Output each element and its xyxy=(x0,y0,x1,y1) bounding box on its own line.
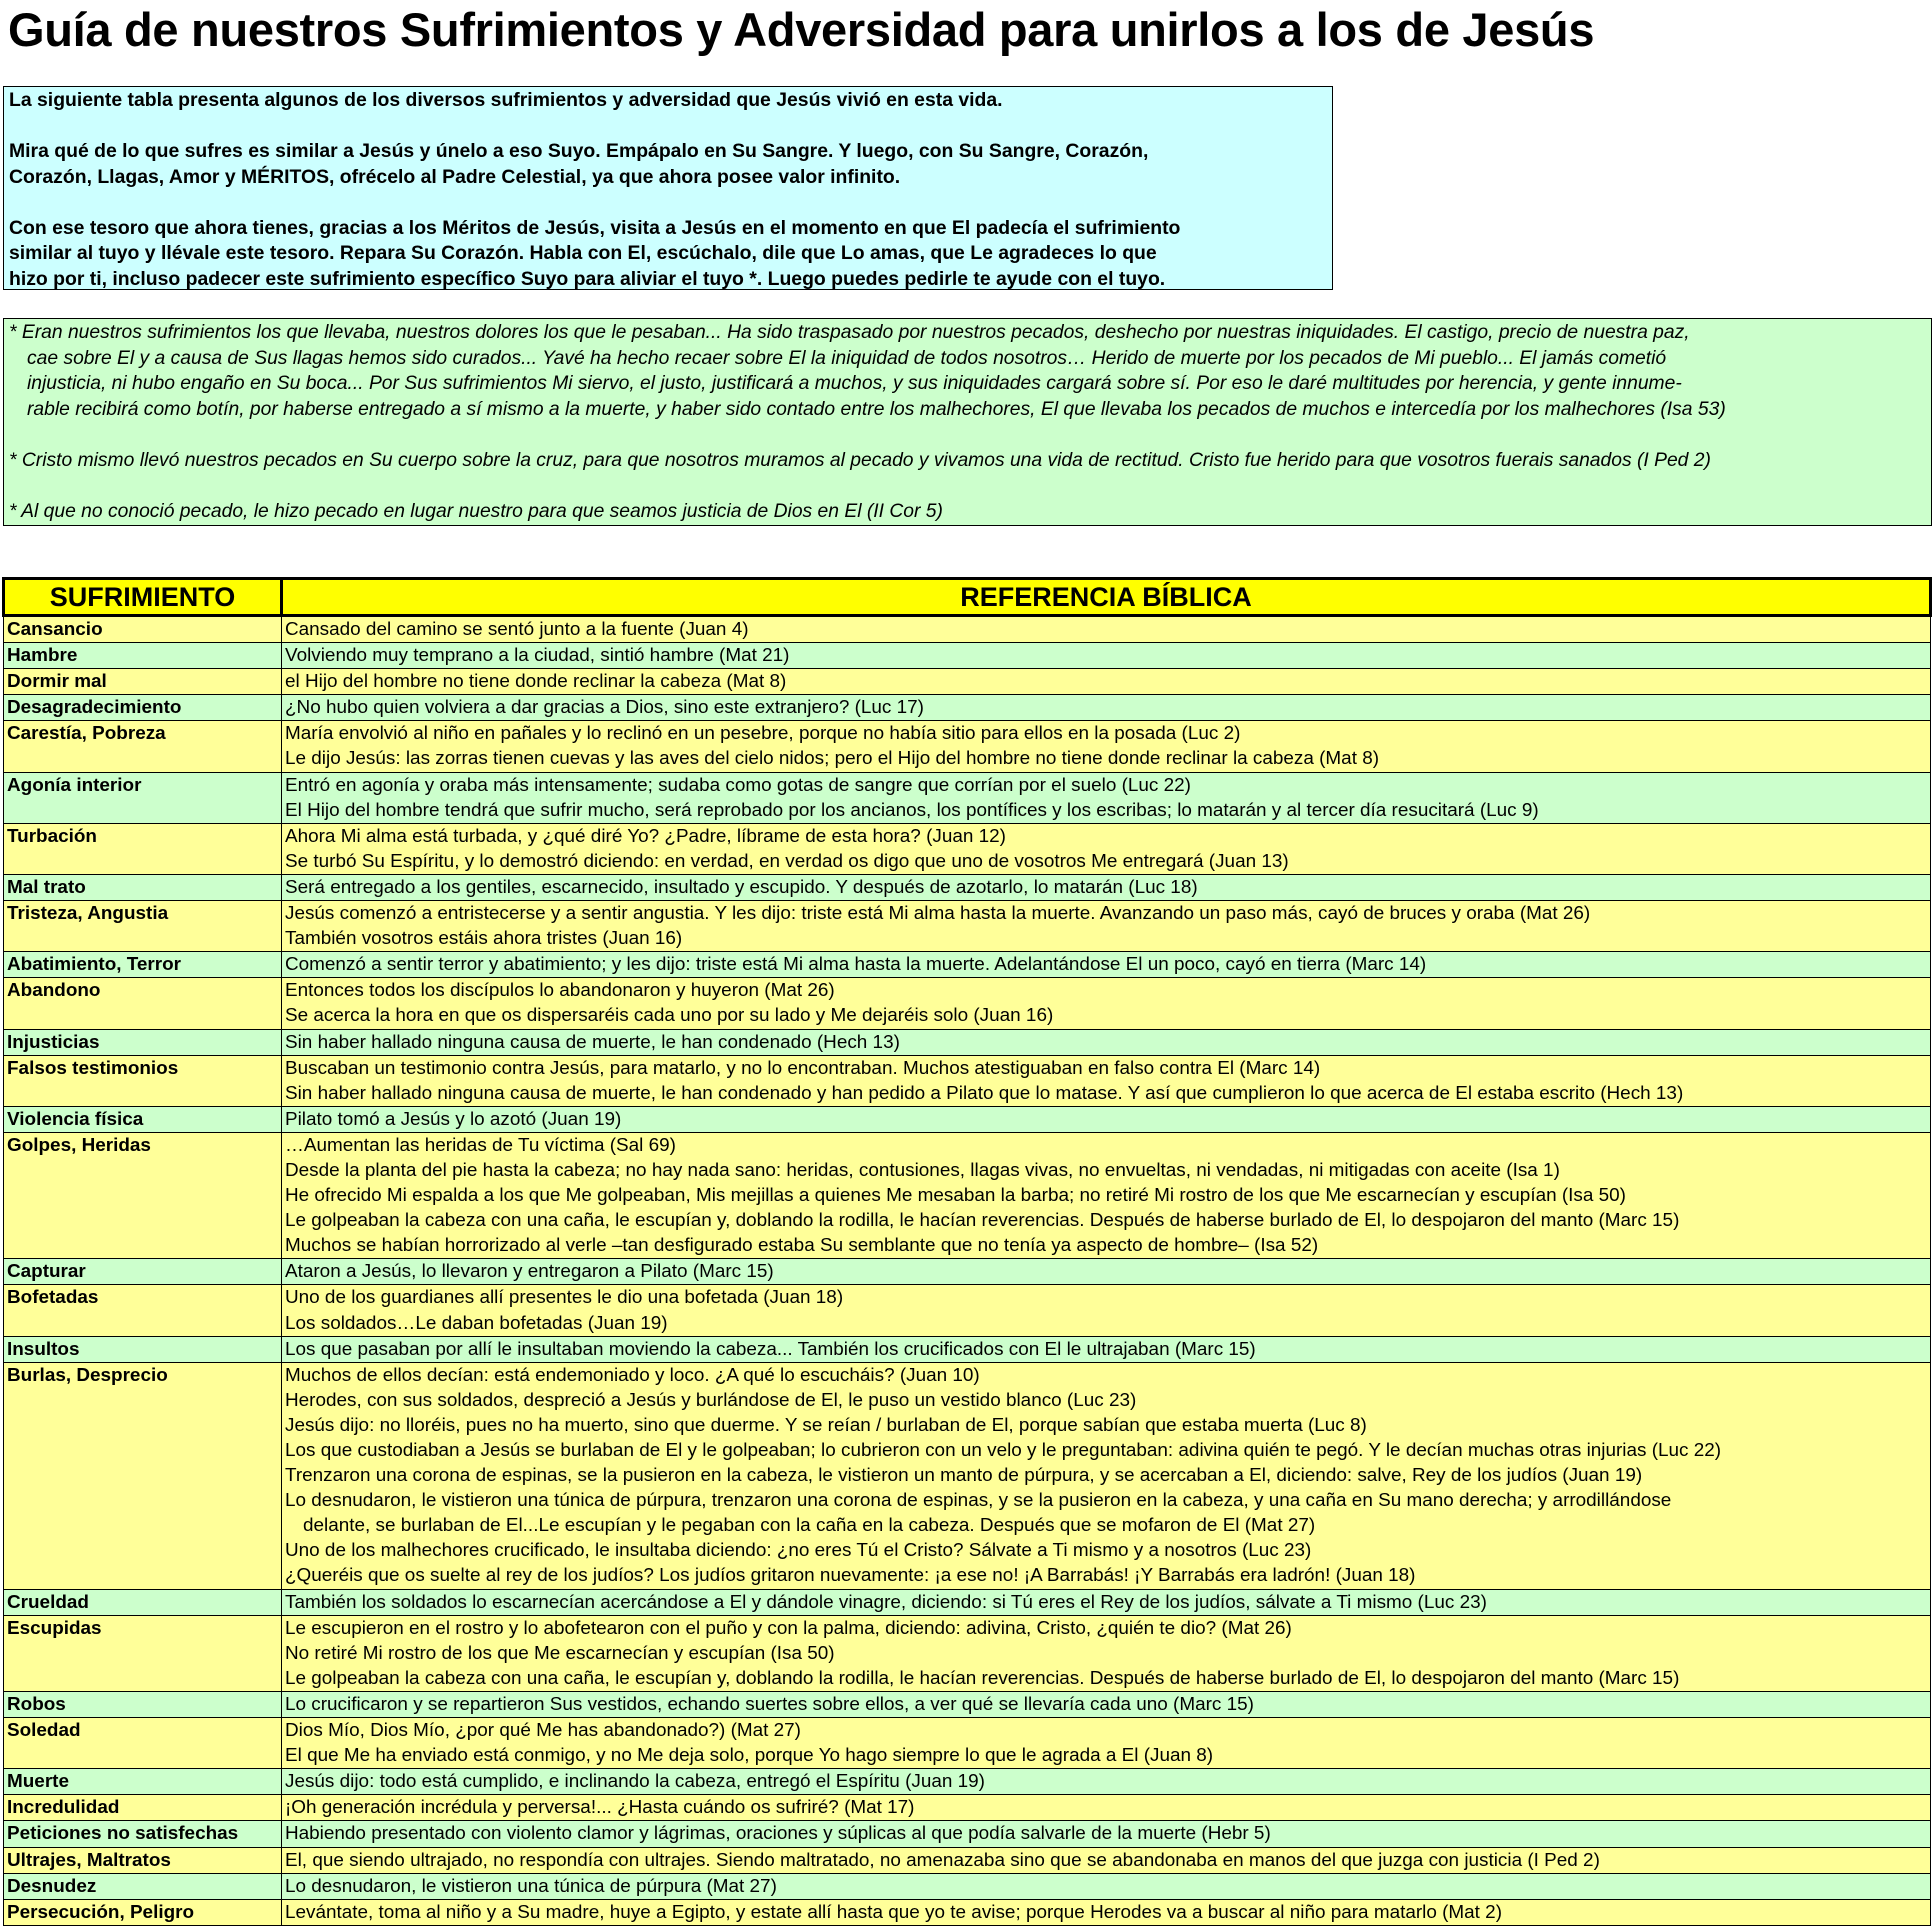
reference-cell xyxy=(282,1132,1931,1258)
suffering-cell: Desagradecimiento xyxy=(4,695,282,721)
reference-line: El que Me ha enviado está conmigo, y no Me deja solo, porque Yo hago siempre lo que le agrada a El (Juan 8) xyxy=(285,1745,1214,1767)
reference-line: Jesús comenzó a entristecerse y a sentir angustia. Y les dijo: triste está Mi alma hasta la muerte. Avanzando un paso más, cayó de bruces y oraba (Mat 26) xyxy=(285,903,1591,925)
reference-line: Muchos se habían horrorizado al verle –tan desfigurado estaba Su semblante que no tenía ya aspecto de hombre– (Isa 52) xyxy=(285,1235,1319,1257)
reference-line: También vosotros estáis ahora tristes (Juan 16) xyxy=(285,928,683,950)
reference-cell xyxy=(282,1769,1931,1795)
scripture-quotes-box xyxy=(3,318,1932,526)
suffering-cell: Crueldad xyxy=(4,1589,282,1615)
table-row xyxy=(4,695,1931,721)
intro-line: Corazón, Llagas, Amor y MÉRITOS, ofrécelo al Padre Celestial, ya que ahora posee valor infinito. xyxy=(9,165,901,188)
suffering-cell: Hambre xyxy=(4,643,282,669)
suffering-cell: Golpes, Heridas xyxy=(4,1132,282,1258)
reference-line: María envolvió al niño en pañales y lo reclinó en un pesebre, porque no había sitio para ellos en la posada (Luc 2) xyxy=(285,723,1241,745)
suffering-cell: Violencia física xyxy=(4,1106,282,1132)
reference-line: Entró en agonía y oraba más intensamente; sudaba como gotas de sangre que corrían por el suelo (Luc 22) xyxy=(285,774,1191,796)
reference-cell xyxy=(282,1718,1931,1769)
suffering-cell: Injusticias xyxy=(4,1029,282,1055)
intro-line: similar al tuyo y llévale este tesoro. Repara Su Corazón. Habla con El, escúchalo, dile que Lo amas, que Le agradeces lo que xyxy=(9,242,1157,264)
table-row xyxy=(4,1821,1931,1847)
reference-line: ¿Queréis que os suelte al rey de los judíos? Los judíos gritaron nuevamente: ¡a ese no! ¡A Barrabás! ¡Y Barrabás era ladrón! (Juan 18) xyxy=(285,1565,1416,1587)
reference-cell xyxy=(282,1589,1931,1615)
reference-cell xyxy=(282,1336,1931,1362)
reference-line: Cansado del camino se sentó junto a la fuente (Juan 4) xyxy=(285,619,749,640)
reference-line: Los que pasaban por allí le insultaban moviendo la cabeza... También los crucificados con El le ultrajaban (Marc 15) xyxy=(285,1338,1256,1360)
reference-cell xyxy=(282,901,1931,952)
reference-line: Le escupieron en el rostro y lo abofetearon con el puño y con la palma, diciendo: adivina, Cristo, ¿quién te dio? (Mat 26) xyxy=(285,1617,1292,1639)
table-row xyxy=(4,1259,1931,1285)
intro-line: hizo por ti, incluso padecer este sufrimiento específico Suyo para aliviar el tuyo *. Luego puedes pedirle te ayude con el tuyo. xyxy=(9,267,1166,290)
reference-cell xyxy=(282,1055,1931,1106)
reference-cell xyxy=(282,1899,1931,1925)
reference-cell xyxy=(282,874,1931,900)
quote-line: * Al que no conoció pecado, le hizo pecado en lugar nuestro para que seamos justicia de Dios en El (II Cor 5) xyxy=(9,501,943,523)
table-header-row xyxy=(4,579,1931,616)
reference-cell xyxy=(282,952,1931,978)
table-row xyxy=(4,901,1931,952)
suffering-cell: Carestía, Pobreza xyxy=(4,721,282,772)
suffering-cell: Peticiones no satisfechas xyxy=(4,1821,282,1847)
reference-cell xyxy=(282,695,1931,721)
reference-cell xyxy=(282,1691,1931,1717)
intro-gap xyxy=(9,114,1327,140)
reference-line: Volviendo muy temprano a la ciudad, sintió hambre (Mat 21) xyxy=(285,645,790,667)
reference-line: También los soldados lo escarnecían acercándose a El y dándole vinagre, diciendo: si Tú eres el Rey de los judíos, sálvate a Ti mismo (Luc 23) xyxy=(285,1591,1487,1613)
reference-line: Buscaban un testimonio contra Jesús, para matarlo, y no lo encontraban. Muchos atestiguaban en falso contra El (Marc 14) xyxy=(285,1057,1321,1079)
suffering-cell: Soledad xyxy=(4,1718,282,1769)
reference-line: Los que custodiaban a Jesús se burlaban de El y le golpeaban; lo cubrieron con un velo y le preguntaban: adivina quién te pegó. Y le decían muchas otras injurias (Luc 22) xyxy=(285,1440,1722,1461)
table-row xyxy=(4,1691,1931,1717)
suffering-cell: Robos xyxy=(4,1691,282,1717)
table-row xyxy=(4,978,1931,1029)
table-row xyxy=(4,1615,1931,1691)
table-row xyxy=(4,1029,1931,1055)
page-title: Guía de nuestros Sufrimientos y Adversidad para unirlos a los de Jesús xyxy=(8,3,1595,56)
table-row xyxy=(4,721,1931,772)
reference-cell xyxy=(282,772,1931,823)
reference-cell xyxy=(282,1362,1931,1589)
header-referencia: REFERENCIA BÍBLICA xyxy=(282,579,1931,616)
reference-line: Jesús dijo: no lloréis, pues no ha muerto, sino que duerme. Y se reían / burlaban de El, porque sabían que estaba muerta (Luc 8) xyxy=(285,1414,1367,1436)
reference-cell xyxy=(282,1795,1931,1821)
reference-line: Le golpeaban la cabeza con una caña, le escupían y, doblando la rodilla, le hacían reverencias. Después de haberse burlado de El, lo despojaron del manto (Marc 15) xyxy=(285,1210,1680,1232)
reference-line: Desde la planta del pie hasta la cabeza; no hay nada sano: heridas, contusiones, llagas vivas, no envueltas, ni vendadas, ni mitigadas con aceite (Isa 1) xyxy=(285,1159,1560,1181)
suffering-cell: Escupidas xyxy=(4,1615,282,1691)
quote-gap xyxy=(9,422,1926,448)
suffering-cell: Ultrajes, Maltratos xyxy=(4,1847,282,1873)
reference-line: Muchos de ellos decían: está endemoniado y loco. ¿A qué lo escucháis? (Juan 10) xyxy=(285,1364,980,1386)
suffering-cell: Tristeza, Angustia xyxy=(4,901,282,952)
reference-line: Ahora Mi alma está turbada, y ¿qué diré Yo? ¿Padre, líbrame de esta hora? (Juan 12) xyxy=(285,825,1006,847)
reference-line: Uno de los malhechores crucificado, le insultaba diciendo: ¿no eres Tú el Cristo? Sálvate a Ti mismo y a nosotros (Luc 23) xyxy=(285,1540,1312,1562)
reference-line: ¡Oh generación incrédula y perversa!... ¿Hasta cuándo os sufriré? (Mat 17) xyxy=(285,1797,915,1819)
table-row xyxy=(4,1873,1931,1899)
reference-cell xyxy=(282,1615,1931,1691)
reference-line: Uno de los guardianes allí presentes le dio una bofetada (Juan 18) xyxy=(285,1287,844,1309)
suffering-cell: Capturar xyxy=(4,1259,282,1285)
reference-line: el Hijo del hombre no tiene donde reclinar la cabeza (Mat 8) xyxy=(285,671,787,693)
reference-line: Se turbó Su Espíritu, y lo demostró diciendo: en verdad, en verdad os digo que uno de vosotros Me entregará (Juan 13) xyxy=(285,850,1289,872)
reference-line: No retiré Mi rostro de los que Me escarnecían y escupían (Isa 50) xyxy=(285,1642,835,1664)
reference-line: El, que siendo ultrajado, no respondía con ultrajes. Siendo maltratado, no amenazaba sino que se abandonaba en manos del que juzga con justicia (I Ped 2) xyxy=(285,1849,1600,1871)
reference-line: Se acerca la hora en que os dispersaréis cada uno por su lado y Me dejaréis solo (Juan 16) xyxy=(285,1005,1054,1027)
table-row xyxy=(4,823,1931,874)
reference-cell xyxy=(282,823,1931,874)
table-row xyxy=(4,643,1931,669)
reference-line: Herodes, con sus soldados, despreció a Jesús y burlándose de El, le puso un vestido blanco (Luc 23) xyxy=(285,1389,1137,1411)
intro-line: La siguiente tabla presenta algunos de los diversos sufrimientos y adversidad que Jesús vivió en esta vida. xyxy=(9,89,1003,111)
table-row xyxy=(4,1106,1931,1132)
suffering-cell: Muerte xyxy=(4,1769,282,1795)
table-row xyxy=(4,1769,1931,1795)
table-row xyxy=(4,616,1931,643)
reference-cell xyxy=(282,1029,1931,1055)
table-row xyxy=(4,1718,1931,1769)
sufferings-table xyxy=(2,577,1932,1926)
table-row xyxy=(4,772,1931,823)
reference-cell xyxy=(282,1259,1931,1285)
reference-line: Sin haber hallado ninguna causa de muerte, le han condenado (Hech 13) xyxy=(285,1031,900,1053)
reference-cell xyxy=(282,669,1931,695)
reference-line: Habiendo presentado con violento clamor y lágrimas, oraciones y súplicas al que podía salvarle de la muerte (Hebr 5) xyxy=(285,1823,1271,1845)
reference-line: He ofrecido Mi espalda a los que Me golpeaban, Mis mejillas a quienes Me mesaban la barba; no retiré Mi rostro de los que Me escarnecían y escupían (Isa 50) xyxy=(285,1185,1626,1207)
reference-cell xyxy=(282,1285,1931,1336)
reference-cell xyxy=(282,978,1931,1029)
suffering-cell: Abatimiento, Terror xyxy=(4,952,282,978)
reference-line: Trenzaron una corona de espinas, se la pusieron en la cabeza, le vistieron un manto de púrpura, y se acercaban a El, diciendo: salve, Rey de los judíos (Juan 19) xyxy=(285,1465,1643,1487)
suffering-cell: Falsos testimonios xyxy=(4,1055,282,1106)
reference-line: Ataron a Jesús, lo llevaron y entregaron a Pilato (Marc 15) xyxy=(285,1261,774,1283)
quote-line: cae sobre El y a causa de Sus llagas hemos sido curados... Yavé ha hecho recaer sobre El la iniquidad de todos nosotros… Herido de muerte por los pecados de Mi pueblo... El jamás cometió xyxy=(27,347,1667,369)
reference-cell xyxy=(282,1106,1931,1132)
header-sufrimiento: SUFRIMIENTO xyxy=(4,579,282,616)
suffering-cell: Persecución, Peligro xyxy=(4,1899,282,1925)
reference-line: Levántate, toma al niño y a Su madre, huye a Egipto, y estate allí hasta que yo te avise; porque Herodes va a buscar al niño para matarlo (Mat 2) xyxy=(285,1901,1502,1923)
reference-line: Lo desnudaron, le vistieron una túnica de púrpura, trenzaron una corona de espinas, y se la pusieron en la cabeza, y una caña en Su mano derecha; y arrodillándose xyxy=(285,1490,1672,1512)
table-row xyxy=(4,952,1931,978)
suffering-cell: Turbación xyxy=(4,823,282,874)
suffering-cell: Abandono xyxy=(4,978,282,1029)
reference-line: Dios Mío, Dios Mío, ¿por qué Me has abandonado?) (Mat 27) xyxy=(285,1720,801,1742)
reference-line: Le dijo Jesús: las zorras tienen cuevas y las aves del cielo nidos; pero el Hijo del hombre no tiene donde reclinar la cabeza (Mat 8) xyxy=(285,748,1380,770)
reference-line: delante, se burlaban de El...Le escupían y le pegaban con la caña en la cabeza. Después que se mofaron de El (Mat 27) xyxy=(303,1515,1316,1537)
suffering-cell: Desnudez xyxy=(4,1873,282,1899)
reference-cell xyxy=(282,616,1931,643)
reference-line: Comenzó a sentir terror y abatimiento; y les dijo: triste está Mi alma hasta la muerte. Adelantándose El un poco, cayó en tierra (Marc 14) xyxy=(285,954,1427,976)
table-row xyxy=(4,1362,1931,1589)
table-row xyxy=(4,1285,1931,1336)
reference-line: Los soldados…Le daban bofetadas (Juan 19) xyxy=(285,1312,668,1334)
reference-line: Jesús dijo: todo está cumplido, e inclinando la cabeza, entregó el Espíritu (Juan 19) xyxy=(285,1771,985,1793)
table-row xyxy=(4,1795,1931,1821)
table-row xyxy=(4,874,1931,900)
reference-line: ¿No hubo quien volviera a dar gracias a Dios, sino este extranjero? (Luc 17) xyxy=(285,697,924,719)
quote-line: rable recibirá como botín, por haberse entregado a sí mismo a la muerte, y haber sido contado entre los malhechores, El que llevaba los pecados de muchos e intercedía por los malhechores (Isa 53) xyxy=(27,398,1726,420)
table-row xyxy=(4,1847,1931,1873)
reference-line: …Aumentan las heridas de Tu víctima (Sal 69) xyxy=(285,1134,676,1156)
suffering-cell: Dormir mal xyxy=(4,669,282,695)
suffering-cell: Burlas, Desprecio xyxy=(4,1362,282,1589)
table-row xyxy=(4,669,1931,695)
reference-line: Pilato tomó a Jesús y lo azotó (Juan 19) xyxy=(285,1108,622,1130)
quote-line: injusticia, ni hubo engaño en Su boca... Por Sus sufrimientos Mi siervo, el justo, justificará a muchos, y sus iniquidades cargará sobre sí. Por eso le daré multitudes por herencia, y gente innume- xyxy=(27,373,1682,395)
reference-cell xyxy=(282,721,1931,772)
table-row xyxy=(4,1055,1931,1106)
reference-cell xyxy=(282,1821,1931,1847)
suffering-cell: Insultos xyxy=(4,1336,282,1362)
reference-line: Le golpeaban la cabeza con una caña, le escupían y, doblando la rodilla, le hacían reverencias. Después de haberse burlado de El, lo despojaron del manto (Marc 15) xyxy=(285,1667,1680,1689)
table-row xyxy=(4,1132,1931,1258)
reference-line: Lo crucificaron y se repartieron Sus vestidos, echando suertes sobre ellos, a ver qué se llevaría cada uno (Marc 15) xyxy=(285,1693,1254,1715)
quote-line: * Cristo mismo llevó nuestros pecados en Su cuerpo sobre la cruz, para que nosotros muramos al pecado y vivamos una vida de rectitud. Cristo fue herido para que vosotros fuerais sanados (I Ped 2) xyxy=(9,449,1711,471)
quote-line: * Eran nuestros sufrimientos los que llevaba, nuestros dolores los que le pesaban... Ha sido traspasado por nuestros pecados, deshecho por nuestras iniquidades. El castigo, precio de nuestra paz, xyxy=(9,322,1690,343)
table-row xyxy=(4,1336,1931,1362)
suffering-cell: Mal trato xyxy=(4,874,282,900)
table-row xyxy=(4,1589,1931,1615)
intro-line: Con ese tesoro que ahora tienes, gracias a los Méritos de Jesús, visita a Jesús en el momento en que El padecía el sufrimiento xyxy=(9,216,1181,239)
suffering-cell: Cansancio xyxy=(4,616,282,643)
reference-cell xyxy=(282,1873,1931,1899)
reference-cell xyxy=(282,643,1931,669)
table-row xyxy=(4,1899,1931,1925)
suffering-cell: Agonía interior xyxy=(4,772,282,823)
reference-line: Entonces todos los discípulos lo abandonaron y huyeron (Mat 26) xyxy=(285,980,835,1002)
reference-line: Sin haber hallado ninguna causa de muerte, le han condenado y han pedido a Pilato que lo matase. Y así que cumplieron lo que acerca de El estaba escrito (Hech 13) xyxy=(285,1082,1684,1104)
suffering-cell: Incredulidad xyxy=(4,1795,282,1821)
quote-gap xyxy=(9,474,1926,500)
reference-cell xyxy=(282,1847,1931,1873)
suffering-cell: Bofetadas xyxy=(4,1285,282,1336)
reference-line: Lo desnudaron, le vistieron una túnica de púrpura (Mat 27) xyxy=(285,1875,777,1897)
intro-gap xyxy=(9,190,1327,216)
reference-line: El Hijo del hombre tendrá que sufrir mucho, será reprobado por los ancianos, los pontífices y los escribas; lo matarán y al tercer día resucitará (Luc 9) xyxy=(285,799,1539,821)
intro-line: Mira qué de lo que sufres es similar a Jesús y únelo a eso Suyo. Empápalo en Su Sangre. Y luego, con Su Sangre, Corazón, xyxy=(9,140,1149,162)
intro-box xyxy=(3,86,1333,290)
reference-line: Será entregado a los gentiles, escarnecido, insultado y escupido. Y después de azotarlo, lo matarán (Luc 18) xyxy=(285,876,1198,898)
